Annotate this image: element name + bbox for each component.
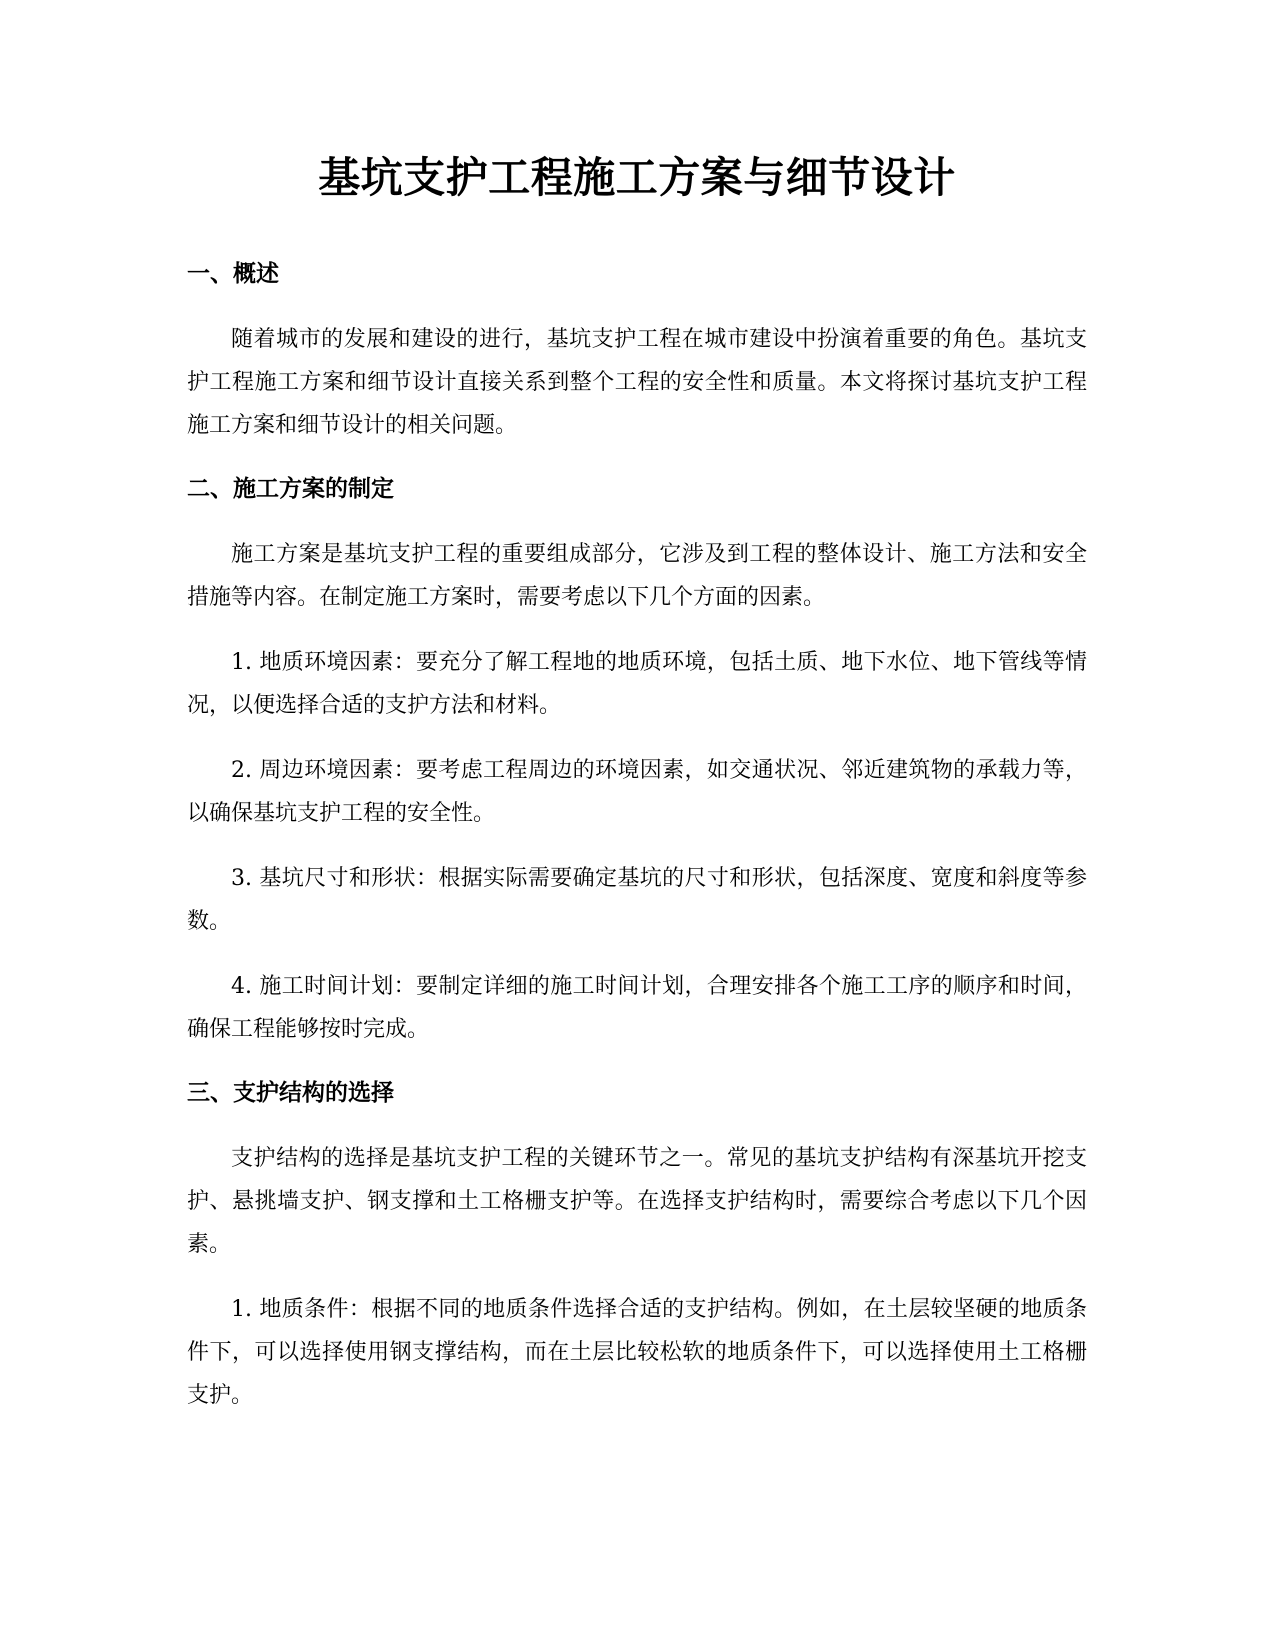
paragraph: 支护结构的选择是基坑支护工程的关键环节之一。常见的基坑支护结构有深基坑开挖支护、悬挑墙支护、钢支撑和土工格栅支护等。在选择支护结构时，需要综合考虑以下几个因素。 — [187, 1146, 1087, 1257]
section-heading: 三、支护结构的选择 — [187, 1080, 394, 1106]
list-item: 4. 施工时间计划：要制定详细的施工时间计划，合理安排各个施工工序的顺序和时间，确保工程能够按时完成。 — [187, 974, 1087, 1042]
section-overview — [187, 254, 1087, 447]
section-heading: 一、概述 — [187, 261, 279, 287]
paragraph: 随着城市的发展和建设的进行，基坑支护工程在城市建设中扮演着重要的角色。基坑支护工程施工方案和细节设计直接关系到整个工程的安全性和质量。本文将探讨基坑支护工程施工方案和细节设计的相关问题。 — [187, 327, 1087, 438]
document-content — [187, 148, 1087, 1437]
list-item: 1. 地质条件：根据不同的地质条件选择合适的支护结构。例如，在土层较坚硬的地质条件下，可以选择使用钢支撑结构，而在土层比较松软的地质条件下，可以选择使用土工格栅支护。 — [187, 1297, 1087, 1408]
section-construction-plan — [187, 469, 1087, 1051]
section-heading: 二、施工方案的制定 — [187, 476, 394, 502]
document-title: 基坑支护工程施工方案与细节设计 — [318, 153, 956, 202]
list-item: 2. 周边环境因素：要考虑工程周边的环境因素，如交通状况、邻近建筑物的承载力等，以确保基坑支护工程的安全性。 — [187, 758, 1087, 826]
paragraph: 施工方案是基坑支护工程的重要组成部分，它涉及到工程的整体设计、施工方法和安全措施等内容。在制定施工方案时，需要考虑以下几个方面的因素。 — [187, 542, 1087, 610]
section-support-structure — [187, 1073, 1087, 1417]
list-item: 1. 地质环境因素：要充分了解工程地的地质环境，包括土质、地下水位、地下管线等情况，以便选择合适的支护方法和材料。 — [187, 650, 1087, 718]
list-item: 3. 基坑尺寸和形状：根据实际需要确定基坑的尺寸和形状，包括深度、宽度和斜度等参数。 — [187, 866, 1087, 934]
